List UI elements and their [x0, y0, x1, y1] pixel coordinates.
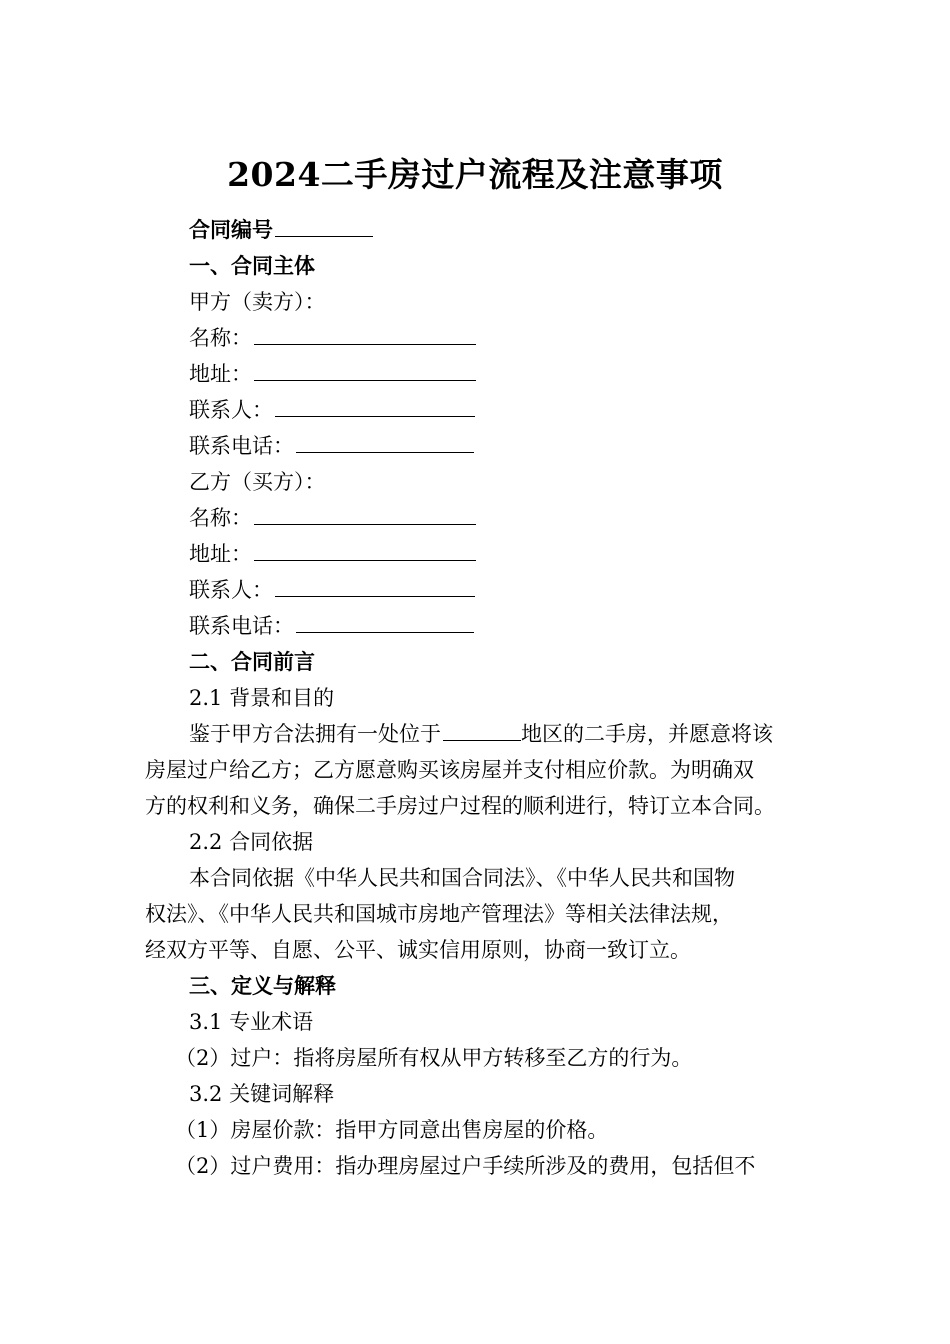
party-b-phone-label: 联系电话：	[189, 614, 294, 638]
section-2-2-line-3: 经双方平等、自愿、公平、诚实信用原则，协商一致订立。	[145, 938, 691, 962]
party-a-contact-label: 联系人：	[189, 398, 273, 422]
party-b-contact-line	[145, 572, 807, 608]
section-2-2-line-1: 本合同依据《中华人民共和国合同法》、《中华人民共和国物	[189, 866, 735, 890]
section-2-2-title: 2.2 合同依据	[189, 830, 314, 854]
party-b-phone-blank[interactable]	[296, 608, 474, 633]
party-a-label: 甲方（卖方）：	[189, 290, 326, 314]
party-a-name-label: 名称：	[189, 326, 252, 350]
section2-heading: 二、合同前言	[189, 649, 315, 674]
party-b-address-blank[interactable]	[254, 536, 476, 561]
section-3-1-title: 3.1 专业术语	[189, 1010, 314, 1034]
party-b-address-label: 地址：	[189, 542, 252, 566]
section-2-1-title: 2.1 背景和目的	[189, 686, 335, 710]
section1-heading: 一、合同主体	[189, 253, 315, 278]
party-a-phone-blank[interactable]	[296, 428, 474, 453]
party-a-address-blank[interactable]	[254, 356, 476, 381]
party-b-address-line	[145, 536, 807, 572]
party-b-label: 乙方（买方）：	[189, 470, 326, 494]
location-blank[interactable]	[443, 716, 521, 741]
contract-number-line	[145, 212, 807, 248]
party-a-address-label: 地址：	[189, 362, 252, 386]
contract-number-label: 合同编号	[189, 217, 273, 242]
document-body	[145, 212, 807, 1184]
section-3-2-item-1: （1）房屋价款：指甲方同意出售房屋的价格。	[175, 1118, 609, 1142]
document-title: 2024二手房过户流程及注意事项	[227, 155, 723, 194]
section-2-1-line-1	[145, 716, 807, 752]
party-b-name-label: 名称：	[189, 506, 252, 530]
party-a-name-line	[145, 320, 807, 356]
section-2-1-text-b: 地区的二手房，并愿意将该	[521, 722, 773, 746]
contract-number-blank[interactable]	[275, 212, 373, 237]
party-a-address-line	[145, 356, 807, 392]
party-b-name-line	[145, 500, 807, 536]
party-a-contact-blank[interactable]	[275, 392, 475, 417]
section-2-1-line-3: 方的权利和义务，确保二手房过户过程的顺利进行，特订立本合同。	[145, 794, 775, 818]
party-a-contact-line	[145, 392, 807, 428]
section-3-2-item-2: （2）过户费用：指办理房屋过户手续所涉及的费用，包括但不	[175, 1154, 756, 1178]
party-b-name-blank[interactable]	[254, 500, 476, 525]
party-a-name-blank[interactable]	[254, 320, 476, 345]
party-b-contact-blank[interactable]	[275, 572, 475, 597]
section-3-1-item-2: （2）过户：指将房屋所有权从甲方转移至乙方的行为。	[175, 1046, 693, 1070]
party-b-phone-line	[145, 608, 807, 644]
section3-heading: 三、定义与解释	[189, 973, 336, 998]
party-a-phone-label: 联系电话：	[189, 434, 294, 458]
section-3-2-title: 3.2 关键词解释	[189, 1082, 335, 1106]
section-2-1-text-a: 鉴于甲方合法拥有一处位于	[189, 722, 441, 746]
section-2-2-line-2: 权法》、《中华人民共和国城市房地产管理法》等相关法律法规，	[145, 902, 733, 926]
party-a-phone-line	[145, 428, 807, 464]
party-b-contact-label: 联系人：	[189, 578, 273, 602]
section-2-1-line-2: 房屋过户给乙方；乙方愿意购买该房屋并支付相应价款。为明确双	[145, 758, 754, 782]
